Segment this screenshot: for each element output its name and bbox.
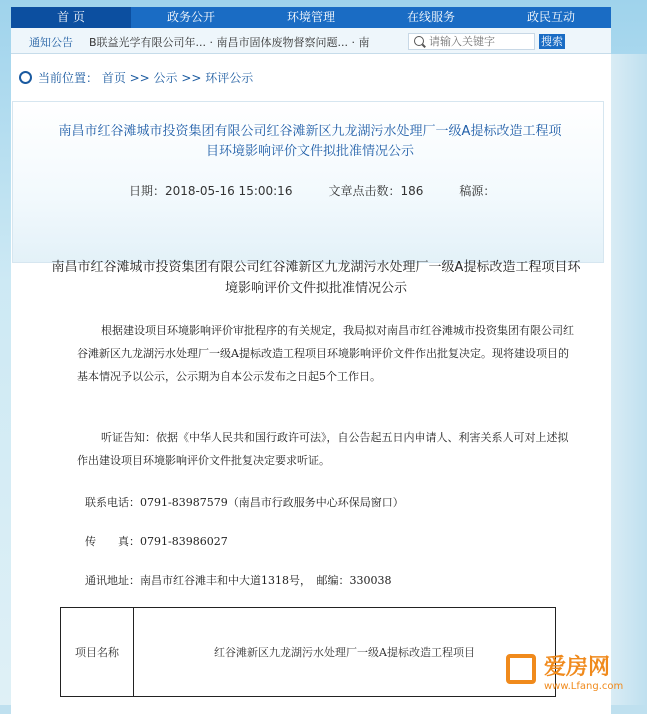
search-box	[408, 33, 535, 50]
notice-ticker[interactable]: B联益光学有限公司年... · 南昌市固体废物督察问题... · 南	[89, 36, 370, 49]
watermark-url: www.Lfang.com	[544, 681, 624, 692]
nav-item-env-management[interactable]: 环境管理	[286, 10, 335, 24]
article-clicks: 文章点击数：186	[328, 184, 424, 198]
content-panel	[11, 54, 611, 714]
article-title: 南昌市红谷滩城市投资集团有限公司红谷滩新区九龙湖污水处理厂一级A提标改造工程项目环境影响评价文件拟批准情况公示	[58, 124, 562, 159]
nav-item-home[interactable]: 首 页	[11, 7, 131, 28]
nav-item-interaction[interactable]: 政民互动	[526, 10, 575, 24]
article-source: 稿源：	[459, 184, 496, 198]
body-paragraph-1: 根据建设项目环境影响评价审批程序的有关规定，我局拟对南昌市红谷滩城市投资集团有限公司红谷滩新区九龙湖污水处理厂一级A提标改造工程项目环境影响评价文件作出批复决定。现将建设项目的基本情况予以公示，公示期为自本公示发布之日起5个工作日。	[77, 324, 574, 383]
body-paragraph-2: 听证告知：依据《中华人民共和国行政许可法》，自公告起五日内申请人、利害关系人可对上述拟作出建设项目环境影响评价文件批复决定要求听证。	[77, 431, 569, 467]
search-button[interactable]: 搜索	[541, 35, 563, 48]
breadcrumb-text[interactable]: 当前位置： 首页 >> 公示 >> 环评公示	[38, 71, 254, 85]
nav-item-gov-affairs[interactable]: 政务公开	[166, 10, 215, 24]
table-cell-value: 红谷滩新区九龙湖污水处理厂一级A提标改造工程项目	[134, 608, 556, 697]
article-date: 日期：2018-05-16 15:00:16	[129, 184, 293, 198]
search-input[interactable]	[429, 34, 529, 49]
watermark-name: 爱房网	[544, 655, 611, 680]
location-pin-icon	[19, 71, 32, 84]
breadcrumb	[19, 69, 253, 86]
contact-fax: 传 真：0791-83986027	[85, 535, 228, 548]
contact-phone: 联系电话：0791-83987579（南昌市行政服务中心环保局窗口）	[85, 496, 404, 509]
article-meta	[129, 182, 531, 199]
notice-bar	[11, 28, 611, 54]
body-title: 南昌市红谷滩城市投资集团有限公司红谷滩新区九龙湖污水处理厂一级A提标改造工程项目环境影响评价文件拟批准情况公示	[51, 260, 581, 296]
watermark-logo-icon	[506, 654, 536, 684]
search-icon	[414, 36, 424, 46]
table-cell-label: 项目名称	[61, 608, 134, 697]
watermark-logo	[506, 650, 641, 700]
table-row	[61, 608, 556, 697]
page-edge	[611, 54, 647, 705]
contact-address: 通讯地址：南昌市红谷滩丰和中大道1318号， 邮编：330038	[85, 574, 392, 587]
notice-label: 通知公告	[29, 36, 73, 49]
main-nav	[11, 7, 611, 28]
nav-item-online-service[interactable]: 在线服务	[406, 10, 455, 24]
project-info-table	[60, 607, 556, 697]
